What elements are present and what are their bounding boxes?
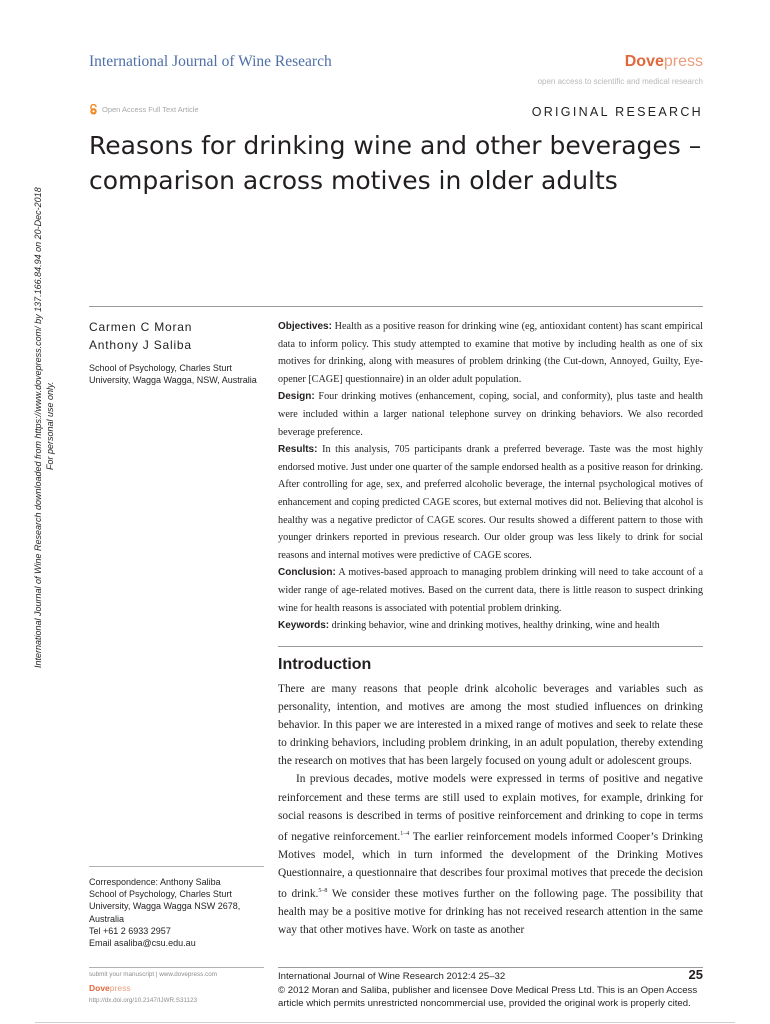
correspondence-line: School of Psychology, Charles Sturt <box>89 889 232 900</box>
objectives-text: Health as a positive reason for drinking wine (eg, antioxidant content) has scant empirical data to inform policy. This study attempted to examine that motive by including health as one of six motives for drinking, along with measures of problem drinking (the Cut-down, Annoyed, Guilty, Eye-opener [CAGE] questionnaire) in an older adult population. <box>278 321 704 385</box>
correspondence-line: University, Wagga Wagga NSW 2678, <box>89 901 241 912</box>
correspondence-name: Correspondence: Anthony Saliba <box>89 877 221 887</box>
introduction-body <box>278 680 703 939</box>
affiliation: School of Psychology, Charles Sturt University, Wagga Wagga, NSW, Australia <box>89 363 257 385</box>
design-text: Four drinking motives (enhancement, coping, social, and conformity), plus taste and health were included within a larger national telephone survey on drinking behaviors. We also recorded beverage preference. <box>278 391 703 438</box>
results-text: In this analysis, 705 participants drank a preferred beverage. Taste was the most highly endorsed motive. Just under one quarter of the sample endorsed health as a positive reason for drinking. After controlling for age, sex, and preferred alcoholic beverage, the internal psychological motives of enhancement and coping predicted CAGE scores, but external motives did not. Believing that alcohol is healthy was a negative predictor of CAGE scores. Our results showed a different pattern to those with younger drinkers reported in previous research. Our older group was less likely to drink for social reasons and internal motives were predictive of CAGE scores. <box>278 444 703 561</box>
citation-ref-2[interactable]: 5–8 <box>318 887 328 894</box>
keywords-label: Keywords: <box>278 620 330 632</box>
publisher-light: press <box>663 53 703 70</box>
conclusion-label: Conclusion: <box>278 567 336 579</box>
intro-p2-part3: We consider these motives further on the following page. The possibility that health may be a positive motive for drinking has not received research attention in the same way that other motives have. Work on taste as another <box>278 887 703 936</box>
open-access-label: Open Access Full Text Article <box>102 105 199 114</box>
introduction-heading: Introduction <box>278 656 372 673</box>
footer-dove-light: press <box>109 983 131 993</box>
download-notice-line2: For personal use only. <box>45 381 55 470</box>
footer-dove-bold: Dove <box>89 983 110 993</box>
author-1: Carmen C Moran <box>89 320 193 334</box>
footer-divider <box>278 967 703 968</box>
title-line-2: comparison across motives in older adults <box>89 166 618 195</box>
title-line-1: Reasons for drinking wine and other beverages – <box>89 131 702 160</box>
objectives-label: Objectives: <box>278 321 332 332</box>
publisher-tagline: open access to scientific and medical research <box>537 77 703 86</box>
correspondence-line: Australia <box>89 913 125 924</box>
citation-ref-1[interactable]: 1–4 <box>400 830 410 837</box>
publisher-logo[interactable] <box>625 53 703 71</box>
abstract-divider <box>278 646 703 647</box>
copyright-notice: © 2012 Moran and Saliba, publisher and licensee Dove Medical Press Ltd. This is an Open Access article which permits unrestricted noncommercial use, provided the original work is properly cited. <box>278 985 698 1009</box>
footer-left-divider <box>89 967 264 968</box>
correspondence-divider <box>89 866 264 867</box>
footer-publisher-logo[interactable] <box>89 983 269 993</box>
abstract <box>278 318 703 635</box>
author-list <box>89 318 192 354</box>
article-type: ORIGINAL RESEARCH <box>531 105 703 119</box>
intro-p2-part1: In previous decades, motive models were expressed in terms of positive and negative reinforcement and these terms are still used to explain motives, for example, drinking for social reasons is described in terms of positive reinforcement and drinking to cope in terms of negative reinforcement. <box>278 773 703 843</box>
intro-paragraph-2 <box>278 770 703 938</box>
author-2: Anthony J Saliba <box>89 338 192 352</box>
intro-p2-part2: The earlier reinforcement models informed Cooper’s Drinking Motives model, which in turn informed the development of the Drinking Motives Questionnaire, a questionnaire that describes four proximal motives that precede the decision to drink. <box>278 830 703 900</box>
submit-manuscript-link[interactable]: submit your manuscript | www.dovepress.com <box>89 971 217 978</box>
footer-left <box>89 967 269 1004</box>
abstract-keywords <box>278 617 703 635</box>
correspondence <box>89 876 269 949</box>
title-divider <box>89 306 703 307</box>
article-title <box>89 128 709 198</box>
open-access-icon <box>89 104 98 115</box>
download-notice <box>33 170 63 670</box>
page-bottom-edge <box>35 1022 735 1023</box>
page-number: 25 <box>688 967 703 982</box>
correspondence-email[interactable]: Email asaliba@csu.edu.au <box>89 938 196 949</box>
citation-line: International Journal of Wine Research 2012:4 25–32 <box>278 971 506 982</box>
abstract-design <box>278 388 703 441</box>
intro-paragraph-1: There are many reasons that people drink alcoholic beverages and variables such as personality, intention, and motives are among the most studied influences on drinking behavior. In this paper we are interested in a mixed range of motives and seek to relate these to drinking behaviors, including problem drinking, in an adult population, thereby extending the research on motives that has been largely focused on young adult or adolescent groups. <box>278 683 703 768</box>
open-access-badge <box>89 104 199 115</box>
conclusion-text: A motives-based approach to managing problem drinking will need to take account of a wider range of age-related motives. Based on the current data, there is little reason to suspect drinking wine for health reasons is associated with potential problem drinking. <box>278 567 704 614</box>
keywords-text: drinking behavior, wine and drinking motives, healthy drinking, wine and health <box>331 620 660 632</box>
journal-name[interactable]: International Journal of Wine Research <box>89 53 332 70</box>
abstract-objectives <box>278 318 703 388</box>
abstract-conclusion <box>278 564 703 617</box>
correspondence-phone: Tel +61 2 6933 2957 <box>89 925 171 936</box>
abstract-results <box>278 441 703 564</box>
publisher-bold: Dove <box>624 53 664 70</box>
doi-link[interactable]: http://dx.doi.org/10.2147/IJWR.S31123 <box>89 997 198 1004</box>
design-label: Design: <box>278 391 315 403</box>
results-label: Results: <box>278 444 318 456</box>
download-notice-line1: International Journal of Wine Research downloaded from https://www.dovepress.com/ by 137.166.84.94 on 20-Dec-2018 <box>33 187 43 668</box>
